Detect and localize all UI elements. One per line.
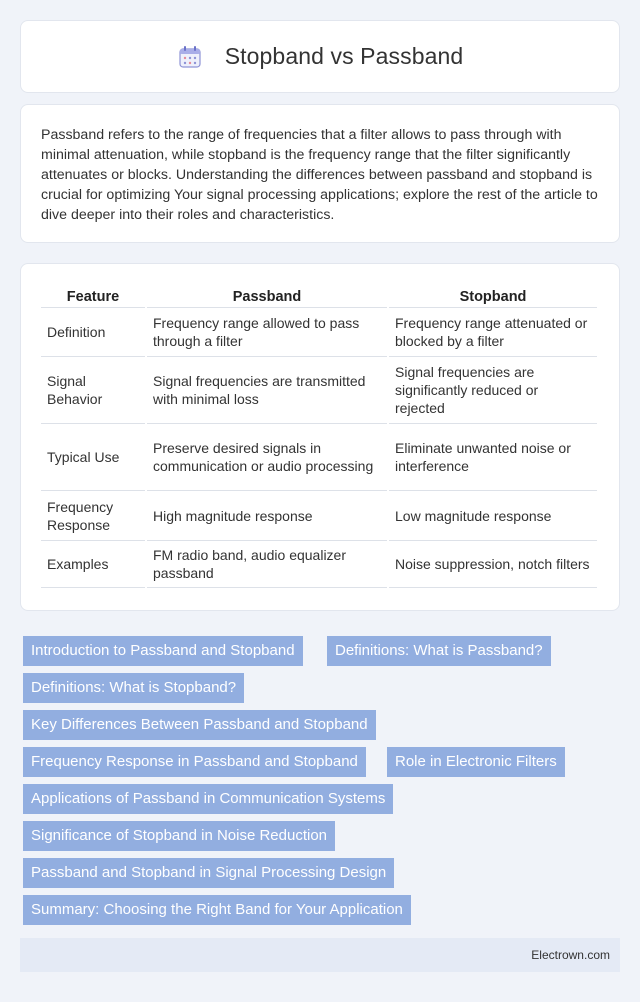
table-cell: Eliminate unwanted noise or interference bbox=[389, 424, 597, 491]
intro-card bbox=[20, 104, 620, 243]
footer bbox=[20, 938, 620, 972]
table-header-row bbox=[41, 284, 597, 308]
topic-link-summary[interactable]: Summary: Choosing the Right Band for Your Application bbox=[23, 895, 411, 925]
comparison-table bbox=[39, 284, 599, 588]
topic-link-key-differences[interactable]: Key Differences Between Passband and Stopband bbox=[23, 710, 376, 740]
table-cell: Signal frequencies are transmitted with minimal loss bbox=[147, 357, 387, 424]
footer-site-name: Electrown.com bbox=[531, 948, 610, 962]
table-cell: High magnitude response bbox=[147, 491, 387, 541]
topic-link-introduction[interactable]: Introduction to Passband and Stopband bbox=[23, 636, 303, 666]
calendar-icon bbox=[177, 44, 203, 70]
topic-link-definition-stopband[interactable]: Definitions: What is Stopband? bbox=[23, 673, 244, 703]
table-row bbox=[41, 491, 597, 541]
column-header-feature: Feature bbox=[41, 284, 145, 308]
comparison-card bbox=[20, 263, 620, 611]
table-row bbox=[41, 424, 597, 491]
row-label: Typical Use bbox=[41, 424, 145, 491]
row-label: Frequency Response bbox=[41, 491, 145, 541]
column-header-stopband: Stopband bbox=[389, 284, 597, 308]
table-cell: Frequency range allowed to pass through a filter bbox=[147, 308, 387, 357]
row-label: Definition bbox=[41, 308, 145, 357]
row-label: Examples bbox=[41, 541, 145, 588]
topic-link-electronic-filters[interactable]: Role in Electronic Filters bbox=[387, 747, 565, 777]
row-label: Signal Behavior bbox=[41, 357, 145, 424]
title-card bbox=[20, 20, 620, 93]
intro-paragraph: Passband refers to the range of frequencies that a filter allows to pass through with minimal attenuation, while stopband is the frequency range that the filter significantly attenuates or blocks. Understanding the differences between passband and stopband is crucial for optimizing Your signal processing applications; explore the rest of the article to dive deeper into their roles and characteristics. bbox=[41, 127, 598, 223]
page-title: Stopband vs Passband bbox=[224, 43, 464, 69]
table-row bbox=[41, 308, 597, 357]
table-cell: Low magnitude response bbox=[389, 491, 597, 541]
table-cell: Signal frequencies are significantly reduced or rejected bbox=[389, 357, 597, 424]
topic-link-definition-passband[interactable]: Definitions: What is Passband? bbox=[327, 636, 551, 666]
topic-link-noise-reduction[interactable]: Significance of Stopband in Noise Reduction bbox=[23, 821, 335, 851]
table-row bbox=[41, 541, 597, 588]
table-cell: Noise suppression, notch filters bbox=[389, 541, 597, 588]
topic-link-signal-processing-design[interactable]: Passband and Stopband in Signal Processing Design bbox=[23, 858, 394, 888]
topic-link-frequency-response[interactable]: Frequency Response in Passband and Stopband bbox=[23, 747, 366, 777]
table-row bbox=[41, 357, 597, 424]
topic-link-applications[interactable]: Applications of Passband in Communication Systems bbox=[23, 784, 393, 814]
table-cell: Frequency range attenuated or blocked by a filter bbox=[389, 308, 597, 357]
table-cell: Preserve desired signals in communication or audio processing bbox=[147, 424, 387, 491]
table-cell: FM radio band, audio equalizer passband bbox=[147, 541, 387, 588]
column-header-passband: Passband bbox=[147, 284, 387, 308]
